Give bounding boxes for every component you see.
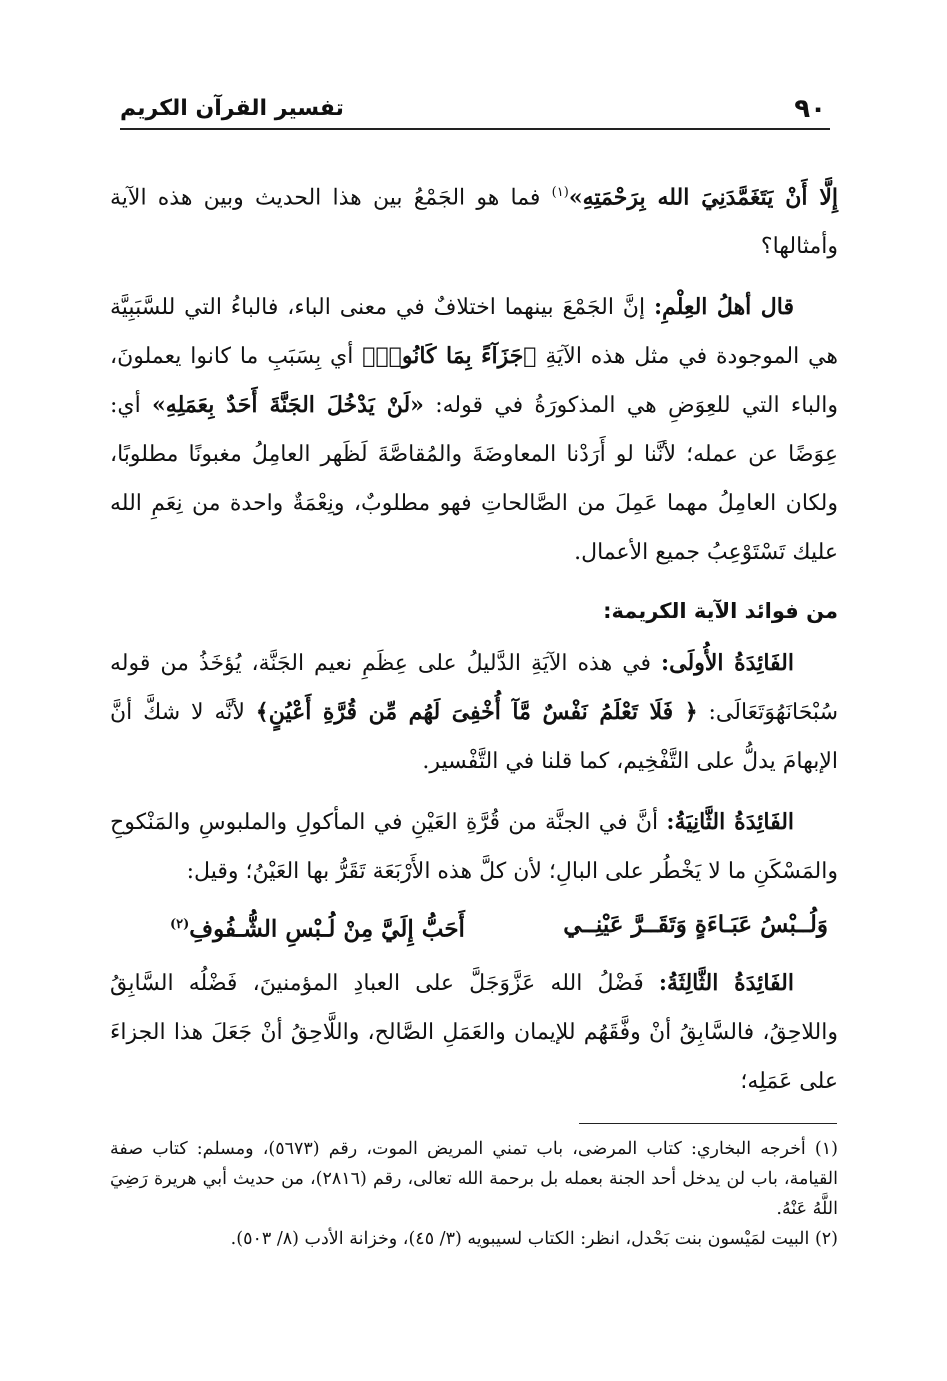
main-text [110,168,838,1106]
footnote-2 [110,1224,838,1254]
benefit-2-label: الفَائِدَةُ الثَّانِيَةُ: [666,809,795,836]
footnote-ref-1: (١) [551,185,569,200]
quran-quote-1: ﴿جَزَآءً بِمَا كَانُوا۟﴾ [362,343,537,370]
book-title: تفسير القرآن الكريم [120,96,344,121]
explanation-b: أي بِسَبَبِ ما كانوا يعملونَ، والباء التي للعِوَضِ هي المذكورَةُ في قوله: [110,344,839,419]
poem-verse [110,900,838,955]
footnote-1-text: أخرجه البخاري: كتاب المرضى، باب تمني المريض الموت، رقم (٥٦٧٣)، ومسلم: كتاب صفة القيامة، باب لن يدخل أحد الجنة بعمله بل برحمة الله تعالى، رقم (٢٨١٦)، من حديث أبي هريرة رَضِيَ اللَّهُ عَنْهُ. [110,1139,838,1219]
footnote-2-text: البيت لمَيْسون بنت بَحْدل، انظر: الكتاب لسيبويه (٣/ ٤٥)، وخزانة الأدب (٨/ ٥٠٣). [230,1229,810,1249]
footnote-rule [579,1123,837,1124]
footnote-2-number: (٢) [814,1229,838,1249]
question-text: فما هو الجَمْعُ بين هذا الحديث وبين هذه الآية وأمثالها؟ [110,185,838,260]
explanation-a: إنَّ الجَمْعَ بينهما اختلافٌ في معنى الباء، فالباءُ التي للسَّبَبِيَّة هي الموجودة في مثل هذه الآيَةِ [110,295,838,370]
page-header [120,88,830,130]
hadith-end: إِلَّا أَنْ يَتَغَمَّدَنِيَ الله بِرَحْمَتِهِ» [568,184,838,211]
scholars-said: قال أهلُ العِلْمِ: [653,294,795,321]
benefit-2 [110,798,838,896]
hadith-quote: «لَنْ يَدْخُلَ الجَنَّةَ أَحَدٌ بِعَمَلِهِ» [152,392,424,419]
section-heading: من فوائد الآية الكريمة: [603,599,838,624]
poem-hemistich-1: وَلُــبْسُ عَبَـاءَةٍ وَتَقَــرَّ عَيْنِــي [563,911,828,939]
benefit-1-text-a: في هذه الآيَةِ الدَّليلُ على عِظَمِ نعيم الجَنَّة، يُؤخَذُ من قوله سُبْحَانَهُوَتَعَالَى: [110,651,838,726]
benefit-3-text: فَضْلُ الله عَزَّوَجَلَّ على العبادِ المؤمنينَ، فَضْلُه السَّابِقُ واللاحِقُ، فالسَّابِقُ أنْ وفَّقَهُم للإيمان والعَمَلِ الصَّالح، واللَّاحِقُ أنْ جَعَلَ هذا الجزاءَ على عَمَلِه؛ [110,970,838,1094]
explanation-c: أي: عِوَضًا عن عمله؛ لأنَّنا لو أَرَدْنا المعاوضَةَ والمُقاصَّةَ لَظَهر العامِلُ مغبونًا مطلوبًا، ولكان العامِلُ مهما عَمِلَ من الصَّالحاتِ فهو مطلوبٌ، ونِعْمَةٌ واحدة من نِعَمِ الله عليك تَسْتَوْعِبُ جميع الأعمال. [110,393,839,566]
paragraph-2 [110,283,838,577]
page-number: ٩٠ [794,94,826,124]
poem-hemistich-2-wrap [170,900,465,955]
benefit-1 [110,639,838,786]
poem-hemistich-2: أَحَبُّ إِلَيَّ مِنْ لُـبْسِ الشُّـفُوفِ [189,915,465,943]
paragraph-1 [110,168,838,271]
quran-quote-2: ﴿ فَلَا تَعْلَمُ نَفْسٌ مَّآ أُخْفِىَ لَهُم مِّن قُرَّةِ أَعْيُنٍ﴾ [255,699,698,726]
benefit-3 [110,959,838,1106]
benefit-1-text-b: لأنَّه لا شكَّ أنَّ الإبهامَ يدلُّ على التَّفْخِيم، كما قلنا في التَّفْسير. [110,700,838,775]
benefit-2-text: أنَّ في الجنَّة من قُرَّةِ العَيْنِ في المأكولِ والملبوسِ والمَنْكوحِ والمَسْكَنِ ما لا يَخْطُر على البالِ؛ لأن كلَّ هذه الأَرْبَعَة تَقَرُّ بها العَيْنُ؛ وقيل: [110,810,838,885]
footnote-ref-2: (٢) [170,917,190,933]
benefit-1-label: الفَائِدَةُ الأُولَى: [661,650,794,677]
footnote-1 [110,1134,838,1224]
benefit-3-label: الفَائِدَةُ الثَّالِثَةُ: [658,969,794,996]
footnote-1-number: (١) [814,1139,838,1159]
footnotes [110,1134,838,1254]
header-rule [120,128,830,130]
